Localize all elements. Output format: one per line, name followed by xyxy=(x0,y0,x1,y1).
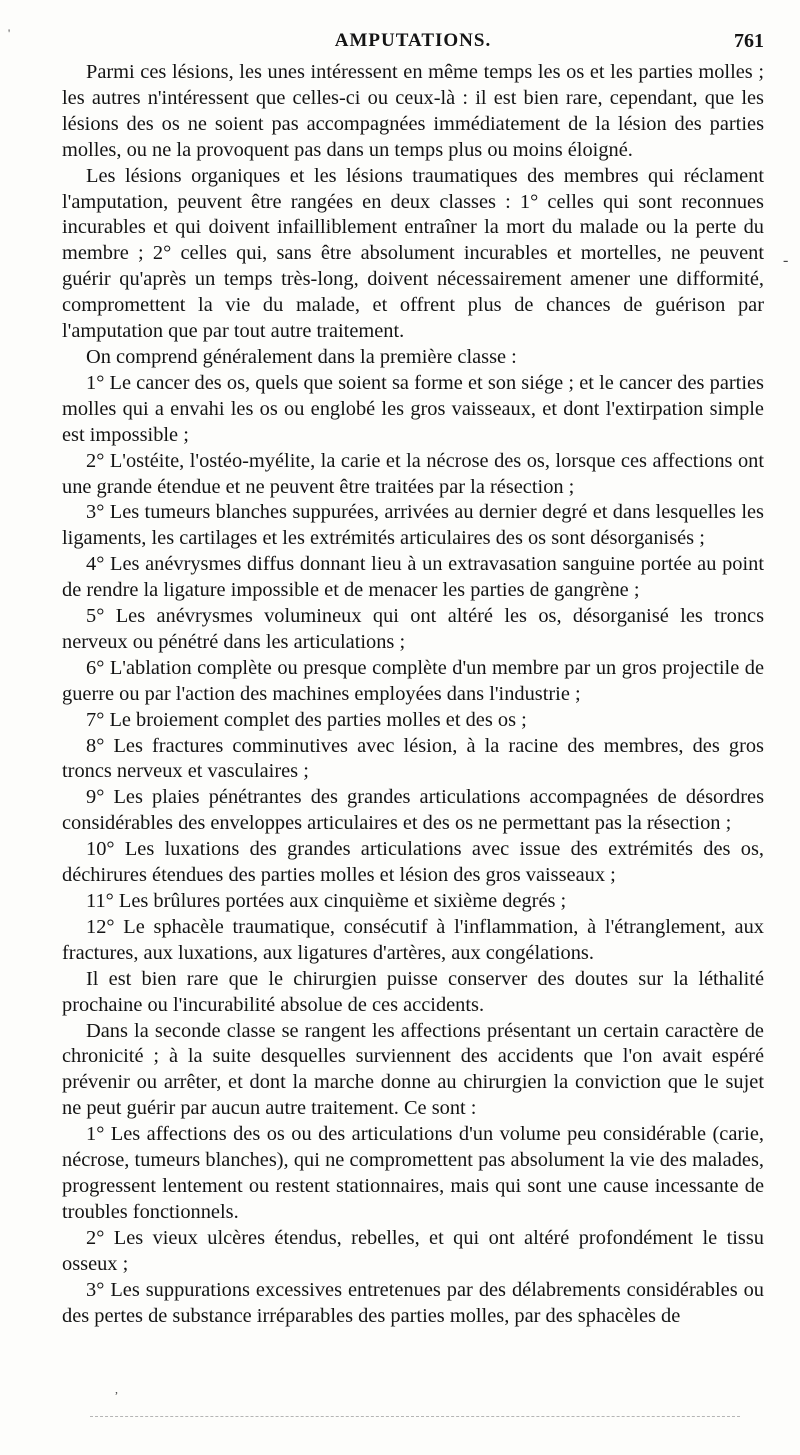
margin-mark-bottom: , xyxy=(115,1382,118,1396)
margin-mark-right: - xyxy=(783,252,789,269)
paragraph: Dans la seconde classe se rangent les affections présentant un certain caractère de chronicité ; à la suite desquelles surviennent des accidents que l'on avait espéré prévenir ou arrêter, et dont la marche donne au chirurgien la conviction que le sujet ne peut guérir par aucun autre traitement. Ce sont : xyxy=(62,1019,764,1120)
paragraph: Les lésions organiques et les lésions traumatiques des membres qui réclament l'amputation, peuvent être rangées en deux classes : 1° celles qui sont reconnues incurables et qui doivent infailliblement entraîner la mort du malade ou la perte du membre ; 2° celles qui, sans être absolument incurables et mortelles, ne peuvent guérir qu'après un temps très-long, doivent nécessairement amener une difformité, compromettent la vie du malade, et offrent plus de chances de guérison par l'amputation que par tout autre traitement. xyxy=(62,164,764,343)
footer-rule xyxy=(90,1416,740,1417)
list-item: 9° Les plaies pénétrantes des grandes articulations accompagnées de désordres considérables des enveloppes articulaires et des os ne permettant pas la résection ; xyxy=(62,786,764,835)
page-header xyxy=(62,30,764,54)
list-item: 2° Les vieux ulcères étendus, rebelles, et qui ont altéré profondément le tissu osseux ; xyxy=(62,1226,764,1275)
list-item: 5° Les anévrysmes volumineux qui ont altéré les os, désorganisé les troncs nerveux ou pénétré dans les articulations ; xyxy=(62,605,764,653)
list-item: 8° Les fractures comminutives avec lésion, à la racine des membres, des gros troncs nerveux et vasculaires ; xyxy=(62,734,764,783)
running-title: AMPUTATIONS. xyxy=(334,30,492,51)
list-item: 6° L'ablation complète ou presque complète d'un membre par un gros projectile de guerre ou par l'action des machines employées dans l'industrie ; xyxy=(62,656,764,705)
list-item: 11° Les brûlures portées aux cinquième et sixième degrés ; xyxy=(86,890,567,912)
list-item: 1° Le cancer des os, quels que soient sa forme et son siége ; et le cancer des parties molles qui a envahi les os ou englobé les gros vaisseaux, et dont l'extirpation simple est impossible ; xyxy=(62,371,764,446)
list-item: 7° Le broiement complet des parties molles et des os ; xyxy=(86,708,527,731)
list-item: 2° L'ostéite, l'ostéo-myélite, la carie et la nécrose des os, lorsque ces affections ont une grande étendue et ne peuvent être traitées par la résection ; xyxy=(62,449,764,498)
list-item: 12° Le sphacèle traumatique, consécutif à l'inflammation, à l'étranglement, aux fractures, aux luxations, aux ligatures d'artères, aux congélations. xyxy=(62,915,764,964)
margin-mark-left: ' xyxy=(8,26,11,40)
paragraph: Il est bien rare que le chirurgien puisse conserver des doutes sur la léthalité prochaine ou l'incurabilité absolue de ces accidents. xyxy=(62,967,764,1016)
body-text xyxy=(62,60,764,1329)
list-item: 10° Les luxations des grandes articulations avec issue des extrémités des os, déchirures étendues des parties molles et lésion des gros vaisseaux ; xyxy=(62,838,764,887)
paragraph: Parmi ces lésions, les unes intéressent en même temps les os et les parties molles ; les autres n'intéressent que celles-ci ou ceux-là : il est bien rare, cependant, que les lésions des os ne soient pas accompagnées immédiatement de la lésion des parties molles, ou ne la provoquent pas dans un temps plus ou moins éloigné. xyxy=(62,61,764,161)
paragraph: On comprend généralement dans la première classe : xyxy=(86,345,517,368)
list-item: 3° Les suppurations excessives entretenues par des délabrements considérables ou des pertes de substance irréparables des parties molles, par des sphacèles de xyxy=(62,1278,764,1327)
list-item: 4° Les anévrysmes diffus donnant lieu à un extravasation sanguine portée au point de rendre la ligature impossible et de menacer les parties de gangrène ; xyxy=(62,553,764,602)
page-number: 761 xyxy=(734,30,764,52)
list-item: 1° Les affections des os ou des articulations d'un volume peu considérable (carie, nécrose, tumeurs blanches), qui ne compromettent pas absolument la vie des malades, progressent lentement ou restent stationnaires, mais qui sont une cause incessante de troubles fonctionnels. xyxy=(62,1123,764,1223)
list-item: 3° Les tumeurs blanches suppurées, arrivées au dernier degré et dans lesquelles les ligaments, les cartilages et les extrémités articulaires des os sont désorganisés ; xyxy=(62,501,764,550)
